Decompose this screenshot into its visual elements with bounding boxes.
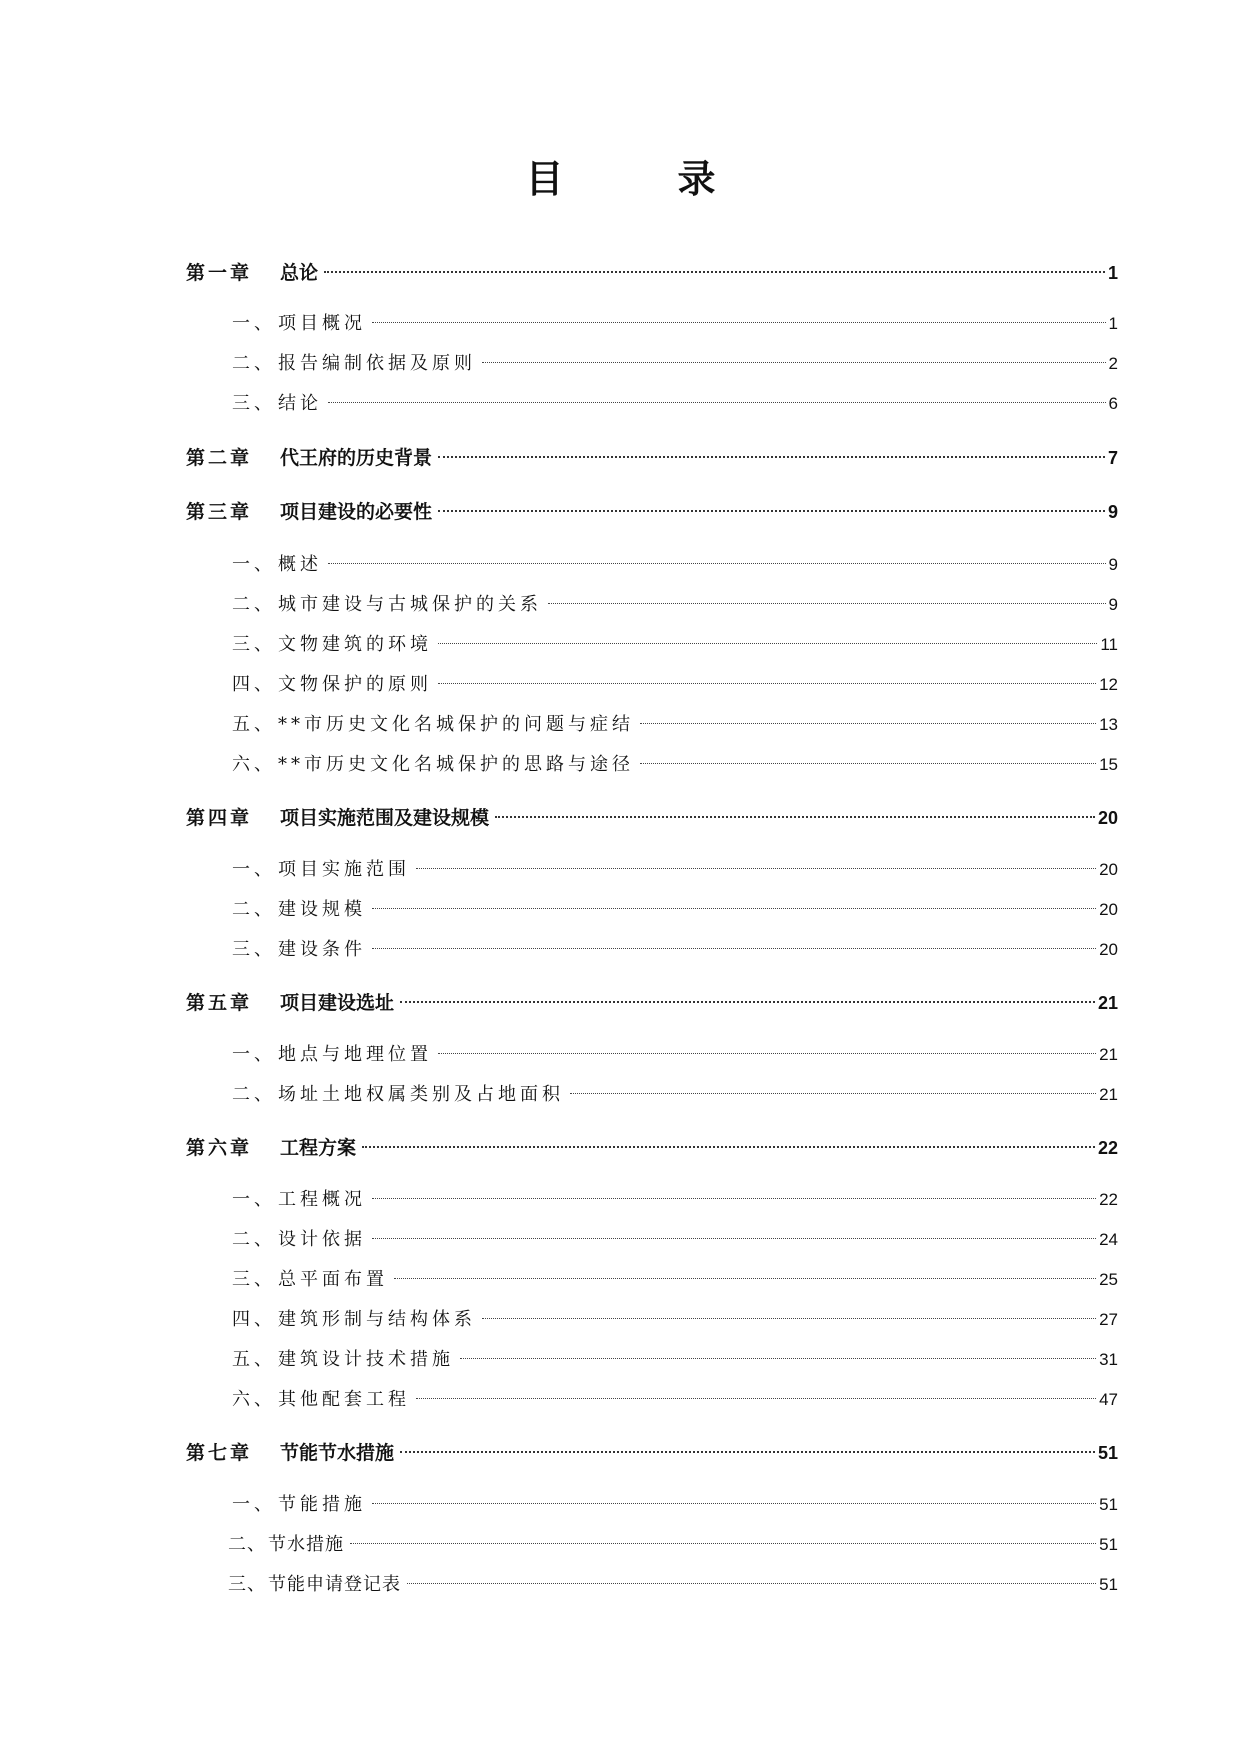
toc-page-number: 27 (1099, 1310, 1118, 1329)
dot-leader (548, 603, 1106, 604)
toc-section-entry[interactable] (232, 1185, 1118, 1215)
dot-leader (416, 1398, 1096, 1399)
toc-entry-number: 四、 (232, 674, 276, 695)
toc-entry-number: 第三章 (186, 501, 253, 523)
toc-entry-label (232, 1080, 564, 1110)
dot-leader (372, 1198, 1096, 1199)
toc-entry-text: 地点与地理位置 (278, 1044, 432, 1065)
toc-entry-number: 二、 (232, 1084, 276, 1105)
toc-entry-text: 概述 (278, 554, 322, 575)
toc-entry-text: 场址土地权属类别及占地面积 (278, 1084, 564, 1105)
toc-entry-number: 一、 (232, 1494, 276, 1515)
dot-leader (482, 1318, 1096, 1319)
dot-leader (438, 1053, 1096, 1054)
toc-entry-number: 三、 (228, 1574, 266, 1595)
toc-entry-text: 项目实施范围及建设规模 (280, 807, 490, 829)
toc-entry-label (228, 1570, 401, 1600)
dot-leader (570, 1093, 1096, 1094)
toc-section-entry[interactable] (232, 935, 1118, 965)
dot-leader (640, 723, 1096, 724)
dot-leader (460, 1358, 1096, 1359)
toc-entry-number: 四、 (232, 1309, 276, 1330)
toc-section-entry[interactable] (232, 1385, 1118, 1415)
toc-entry-label (232, 855, 410, 885)
toc-entry-text: 项目建设的必要性 (280, 501, 433, 523)
toc-page-number: 51 (1099, 1575, 1118, 1594)
toc-entry-label (232, 1385, 410, 1415)
toc-entry-number: 六、 (232, 754, 276, 775)
toc-entry-label (232, 1265, 388, 1295)
dot-leader (372, 1503, 1096, 1504)
toc-section-entry[interactable] (232, 1040, 1118, 1070)
toc-entry-label (232, 895, 366, 925)
dot-leader (438, 643, 1097, 644)
toc-entry-number: 第二章 (186, 447, 253, 469)
toc-entry-number: 一、 (232, 554, 276, 575)
toc-entry-label (186, 443, 432, 473)
toc-page-number: 9 (1108, 555, 1118, 574)
toc-entry-text: 城市建设与古城保护的关系 (278, 594, 542, 615)
toc-entry-label (186, 803, 489, 833)
toc-page-number: 31 (1099, 1350, 1118, 1369)
toc-section-entry[interactable] (232, 349, 1118, 379)
dot-leader (640, 763, 1096, 764)
toc-entry-text: 文物建筑的环境 (278, 634, 432, 655)
toc-entry-label (232, 590, 542, 620)
toc-entry-label (186, 497, 432, 527)
toc-entry-number: 五、 (232, 714, 276, 735)
dot-leader (324, 271, 1105, 273)
dot-leader (400, 1001, 1095, 1003)
toc-entry-number: 一、 (232, 1044, 276, 1065)
toc-entry-label (232, 670, 432, 700)
toc-page-number: 21 (1099, 1045, 1118, 1064)
toc-section-entry[interactable] (232, 670, 1118, 700)
toc-page-number: 51 (1099, 1495, 1118, 1514)
dot-leader (372, 908, 1096, 909)
toc-page-number: 47 (1099, 1390, 1118, 1409)
toc-section-entry[interactable] (232, 1225, 1118, 1255)
toc-entry-label (186, 988, 394, 1018)
toc-entry-number: 第一章 (186, 262, 253, 284)
toc-entry-number: 五、 (232, 1349, 276, 1370)
toc-section-entry[interactable] (232, 895, 1118, 925)
toc-entry-label (232, 309, 366, 339)
toc-page-number: 9 (1107, 502, 1118, 522)
toc-entry-text: 项目概况 (278, 313, 366, 334)
toc-entry-text: 节能措施 (278, 1494, 366, 1515)
toc-entry-number: 二、 (232, 353, 276, 374)
toc-entry-number: 第四章 (186, 807, 253, 829)
toc-page-number: 7 (1107, 448, 1118, 468)
toc-section-entry[interactable] (228, 1570, 1118, 1600)
toc-entry-number: 三、 (232, 393, 276, 414)
toc-entry-label (186, 1133, 356, 1163)
toc-section-entry[interactable] (232, 1265, 1118, 1295)
toc-entry-number: 三、 (232, 1269, 276, 1290)
toc-page-number: 22 (1099, 1190, 1118, 1209)
toc-entry-number: 一、 (232, 1189, 276, 1210)
toc-section-entry[interactable] (232, 309, 1118, 339)
toc-entry-text: 节能节水措施 (280, 1442, 395, 1464)
dot-leader (362, 1146, 1095, 1148)
toc-page-number: 2 (1108, 354, 1118, 373)
toc-entry-text: 建筑设计技术措施 (278, 1349, 454, 1370)
toc-page-number: 20 (1099, 900, 1118, 919)
toc-page-number: 11 (1100, 635, 1118, 654)
toc-section-entry[interactable] (232, 630, 1118, 660)
dot-leader (407, 1583, 1096, 1584)
toc-page-number: 51 (1099, 1535, 1118, 1554)
toc-entry-number: 六、 (232, 1389, 276, 1410)
toc-page-number: 12 (1099, 675, 1118, 694)
toc-entry-text: 报告编制依据及原则 (278, 353, 476, 374)
dot-leader (372, 948, 1096, 949)
dot-leader (350, 1543, 1096, 1544)
toc-entry-text: 代王府的历史背景 (280, 447, 433, 469)
toc-section-entry[interactable] (232, 710, 1118, 740)
toc-section-entry[interactable] (228, 1530, 1118, 1560)
toc-entry-text: 项目实施范围 (278, 859, 410, 880)
toc-entry-label (186, 1438, 394, 1468)
toc-entry-number: 二、 (232, 1229, 276, 1250)
dot-leader (372, 322, 1106, 323)
toc-entry-label (186, 258, 318, 288)
toc-chapter-entry[interactable] (186, 988, 1118, 1018)
toc-entry-label (232, 1040, 432, 1070)
toc-entry-label (232, 935, 366, 965)
toc-page-number: 22 (1097, 1138, 1118, 1158)
dot-leader (328, 563, 1106, 564)
toc-entry-text: 节能申请登记表 (268, 1574, 401, 1595)
dot-leader (438, 683, 1096, 684)
toc-section-entry[interactable] (232, 1305, 1118, 1335)
toc-entry-text: 设计依据 (278, 1229, 366, 1250)
toc-page-number: 20 (1099, 860, 1118, 879)
toc-entry-number: 第七章 (186, 1442, 253, 1464)
toc-entry-label (232, 630, 432, 660)
toc-entry-number: 二、 (228, 1534, 266, 1555)
dot-leader (394, 1278, 1096, 1279)
toc-entry-label (232, 1490, 366, 1520)
toc-entry-text: 工程方案 (280, 1137, 357, 1159)
toc-page-number: 24 (1099, 1230, 1118, 1249)
toc-entry-number: 第六章 (186, 1137, 253, 1159)
toc-section-entry[interactable] (232, 855, 1118, 885)
toc-chapter-entry[interactable] (186, 803, 1118, 833)
toc-entry-text: 总论 (280, 262, 319, 284)
toc-entry-label (232, 349, 476, 379)
toc-entry-label (228, 1530, 344, 1560)
dot-leader (438, 456, 1105, 458)
toc-section-entry[interactable] (232, 750, 1118, 780)
toc-page-number: 9 (1108, 595, 1118, 614)
toc-entry-text: 工程概况 (278, 1189, 366, 1210)
toc-entry-label (232, 1225, 366, 1255)
toc-entry-number: 二、 (232, 899, 276, 920)
toc-entry-number: 一、 (232, 313, 276, 334)
toc-entry-text: 总平面布置 (278, 1269, 388, 1290)
toc-page-number: 13 (1099, 715, 1118, 734)
toc-entry-number: 第五章 (186, 992, 253, 1014)
toc-page-number: 1 (1107, 263, 1118, 283)
toc-page-number: 15 (1099, 755, 1118, 774)
dot-leader (328, 402, 1106, 403)
toc-entry-text: 建筑形制与结构体系 (278, 1309, 476, 1330)
toc-entry-label (232, 389, 322, 419)
toc-page-number: 20 (1099, 940, 1118, 959)
toc-entry-label (232, 710, 634, 740)
dot-leader (372, 1238, 1096, 1239)
toc-page-number: 21 (1099, 1085, 1118, 1104)
toc-entry-label (232, 1185, 366, 1215)
toc-section-entry[interactable] (232, 1080, 1118, 1110)
toc-entry-number: 三、 (232, 939, 276, 960)
toc-section-entry[interactable] (232, 1490, 1118, 1520)
toc-entry-number: 二、 (232, 594, 276, 615)
toc-section-entry[interactable] (232, 590, 1118, 620)
toc-entry-text: 结论 (278, 393, 322, 414)
toc-page-number: 20 (1097, 808, 1118, 828)
toc-entry-text: 其他配套工程 (278, 1389, 410, 1410)
toc-entry-text: 建设条件 (278, 939, 366, 960)
toc-chapter-entry[interactable] (186, 497, 1118, 527)
toc-chapter-entry[interactable] (186, 1438, 1118, 1468)
toc-entry-label (232, 750, 634, 780)
toc-section-entry[interactable] (232, 1345, 1118, 1375)
toc-chapter-entry[interactable] (186, 258, 1118, 288)
toc-entry-label (232, 1305, 476, 1335)
dot-leader (438, 510, 1105, 512)
dot-leader (495, 816, 1095, 818)
toc-entry-number: 一、 (232, 859, 276, 880)
toc-chapter-entry[interactable] (186, 1133, 1118, 1163)
toc-page-number: 25 (1099, 1270, 1118, 1289)
toc-entry-text: 项目建设选址 (280, 992, 395, 1014)
toc-page-number: 1 (1108, 314, 1118, 333)
dot-leader (416, 868, 1096, 869)
toc-entry-text: 节水措施 (268, 1534, 344, 1555)
toc-section-entry[interactable] (232, 550, 1118, 580)
toc-page-number: 51 (1097, 1443, 1118, 1463)
toc-entry-label (232, 1345, 454, 1375)
dot-leader (400, 1451, 1095, 1453)
toc-chapter-entry[interactable] (186, 443, 1118, 473)
toc-entry-label (232, 550, 322, 580)
toc-section-entry[interactable] (232, 389, 1118, 419)
toc-page-number: 6 (1108, 394, 1118, 413)
toc-entry-text: **市历史文化名城保护的问题与症结 (278, 714, 634, 735)
toc-entry-text: 建设规模 (278, 899, 366, 920)
toc-entry-number: 三、 (232, 634, 276, 655)
toc-entry-text: **市历史文化名城保护的思路与途径 (278, 754, 634, 775)
toc-title: 目 录 (525, 156, 754, 201)
toc-page-number: 21 (1097, 993, 1118, 1013)
dot-leader (482, 362, 1106, 363)
toc-entry-text: 文物保护的原则 (278, 674, 432, 695)
